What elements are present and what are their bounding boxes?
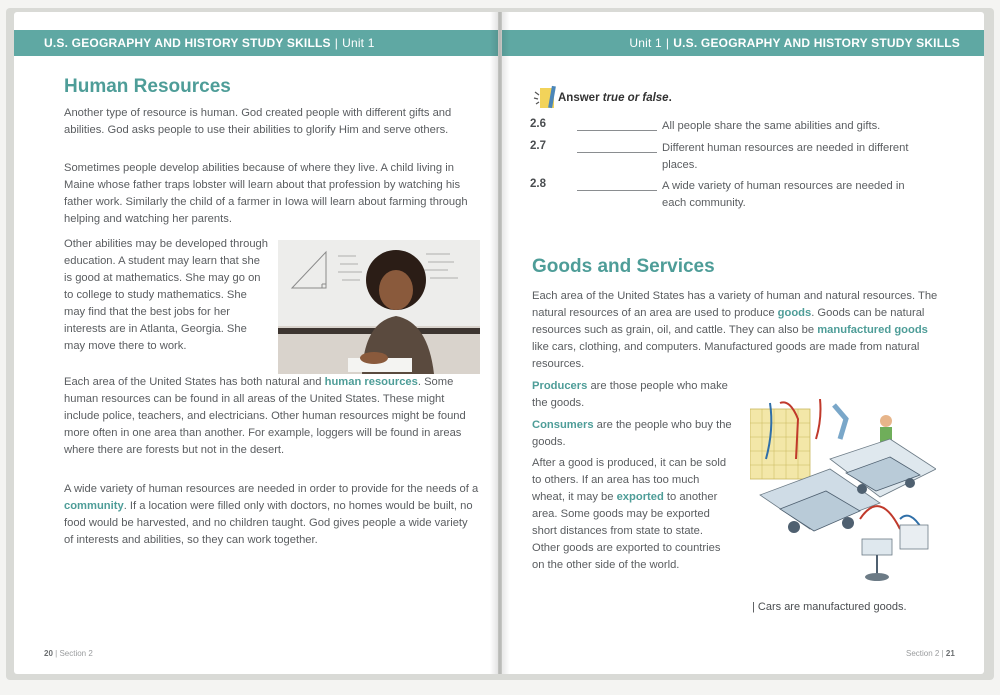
term-producers: Producers <box>532 380 588 392</box>
term-goods: goods <box>777 307 812 319</box>
book-gutter <box>490 12 510 674</box>
term-exported: exported <box>616 491 664 503</box>
figure-caption: | Cars are manufactured goods. <box>752 601 907 613</box>
page-heading: Human Resources <box>64 76 231 97</box>
paragraph: Another type of resource is human. God created people with different gifts and abilities. God asks people to use their abilities to glorify Him and serve others. <box>64 107 452 136</box>
page-number: 20 <box>44 649 53 658</box>
banner-title: U.S. GEOGRAPHY AND HISTORY STUDY SKILLS <box>44 36 331 50</box>
section-label: Section 2 <box>906 649 940 658</box>
term-manufactured-goods: manufactured goods <box>817 324 928 336</box>
pencil-icon <box>530 84 560 114</box>
page-footer: 20 | Section 2 <box>44 649 93 658</box>
paragraph: Each area of the United States has both natural and human resources. Some human resources can be found in all areas of the United States. These might include police, teachers, and electricians. Other human resources might be found more often in one area than another. For example, loggers will be found in areas where there are forests but not in the desert. <box>64 376 466 456</box>
banner-unit: Unit 1 <box>629 36 662 50</box>
paragraph: Other abilities may be developed through education. A student may learn that she is good at mathematics. She may go on to college to study mathematics. She may find that the best jobs for her interests are in Atlanta, Georgia. She may move there to work. <box>64 238 268 352</box>
paragraph: Sometimes people develop abilities because of where they live. A child living in Maine whose father traps lobster will learn about that profession by watching his father work. Similarly the child of a farmer in Iowa will learn about farming through helping and watching her parents. <box>64 162 468 225</box>
term-consumers: Consumers <box>532 419 594 431</box>
student-illustration <box>278 240 480 374</box>
answer-blank[interactable] <box>577 178 657 191</box>
section-label: Section 2 <box>59 649 93 658</box>
left-page <box>14 12 498 674</box>
question-text: All people share the same abilities and gifts. <box>662 120 881 132</box>
term-human-resources: human resources <box>324 376 418 388</box>
question-text: Different human resources are needed in different places. <box>662 142 909 171</box>
paragraph: After a good is produced, it can be sold to others. If an area has too much wheat, it may be exported to another area. Some goods may be exported short distances from state to state. Other goods are exported to countries on the other side of the world. <box>532 457 727 571</box>
question-number: 2.6 <box>530 118 546 130</box>
question-instruction: Answer true or false. <box>558 92 672 104</box>
right-banner: Unit 1 | U.S. GEOGRAPHY AND HISTORY STUDY SKILLS <box>502 30 984 56</box>
paragraph: A wide variety of human resources are needed in order to provide for the needs of a community. If a location were filled only with doctors, no homes would be built, no food would be harvested, and no children taught. God gives people a wide variety of interests and abilities, so they can work together. <box>64 483 479 546</box>
question-number: 2.8 <box>530 178 546 190</box>
banner-title: U.S. GEOGRAPHY AND HISTORY STUDY SKILLS <box>673 36 960 50</box>
answer-blank[interactable] <box>577 118 657 131</box>
student-photo <box>278 240 480 374</box>
banner-unit: Unit 1 <box>342 36 375 50</box>
page-number: 21 <box>945 649 955 658</box>
car-factory-illustration <box>750 399 936 589</box>
page-footer: Section 2 | 21 <box>906 649 955 658</box>
left-banner: U.S. GEOGRAPHY AND HISTORY STUDY SKILLS | Unit 1 <box>14 30 498 56</box>
section-heading: Goods and Services <box>532 256 715 277</box>
paragraph: Producers are those people who make the goods. <box>532 380 728 409</box>
question-text: A wide variety of human resources are needed in each community. <box>662 180 905 209</box>
question-number: 2.7 <box>530 140 546 152</box>
right-page <box>502 12 984 674</box>
paragraph: Each area of the United States has a variety of human and natural resources. The natural resources of an area are used to produce goods. Goods can be natural resources such as grain, oil, and cattle. They can also be manufactured goods like cars, clothing, and computers. Manufactured goods are made from natural resources. <box>532 290 938 370</box>
paragraph: Consumers are the people who buy the goods. <box>532 419 732 448</box>
term-community: community <box>64 500 124 512</box>
answer-blank[interactable] <box>577 140 657 153</box>
